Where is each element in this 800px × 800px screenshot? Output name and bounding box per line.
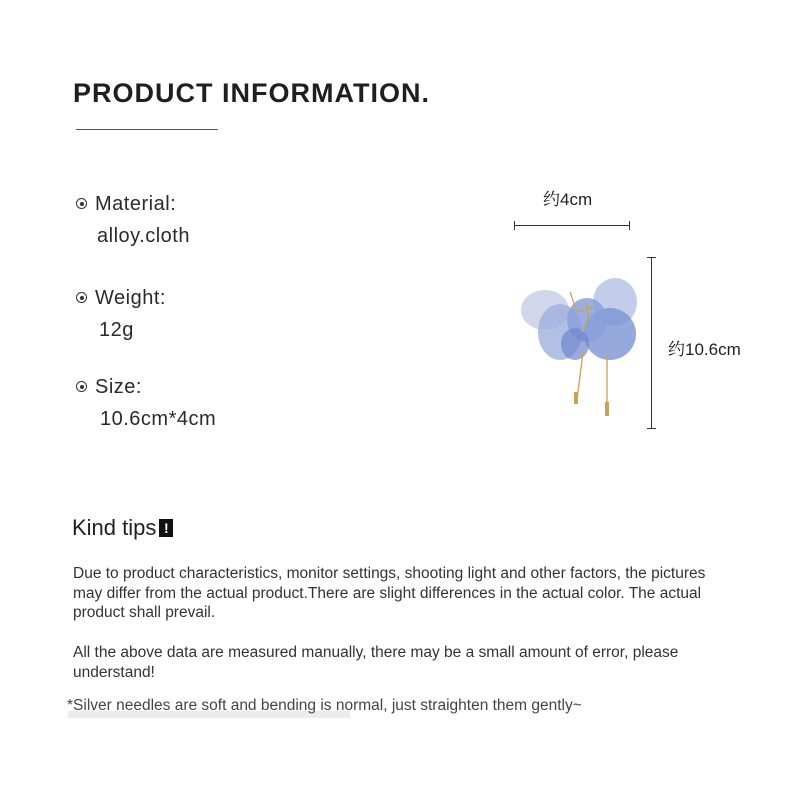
earring-product-image bbox=[515, 272, 645, 422]
width-dimension-line bbox=[514, 225, 630, 226]
spec-weight bbox=[76, 287, 166, 342]
height-dimension-line bbox=[651, 257, 652, 429]
title-underline bbox=[76, 129, 218, 130]
tips-paragraph-2: All the above data are measured manually, there may be a small amount of error, please understand! bbox=[73, 644, 679, 681]
spec-size-value: 10.6cm*4cm bbox=[100, 408, 217, 430]
kind-tips-heading bbox=[72, 515, 173, 541]
kind-tips-title: Kind tips bbox=[72, 515, 157, 540]
page-title: PRODUCT INFORMATION. bbox=[73, 78, 430, 108]
silver-needle-note: *Silver needles are soft and bending is normal, just straighten them gently~ bbox=[67, 697, 582, 714]
width-dimension-label: 约4cm bbox=[543, 190, 593, 209]
bullet-icon bbox=[76, 292, 87, 303]
height-dimension-label: 约10.6cm bbox=[668, 340, 741, 359]
spec-weight-value: 12g bbox=[99, 319, 134, 341]
spec-material bbox=[76, 193, 190, 248]
exclamation-icon: ! bbox=[159, 519, 173, 537]
spec-material-value: alloy.cloth bbox=[97, 225, 190, 247]
tips-paragraph-1: Due to product characteristics, monitor settings, shooting light and other factors, the pictures may differ from the actual product.There are slight differences in the actual color. The actual product shall prevail. bbox=[73, 565, 706, 621]
spec-size-label: Size: bbox=[95, 376, 142, 398]
bullet-icon bbox=[76, 381, 87, 392]
spec-material-label: Material: bbox=[95, 193, 177, 215]
spec-weight-label: Weight: bbox=[95, 287, 166, 309]
bullet-icon bbox=[76, 198, 87, 209]
spec-size bbox=[76, 376, 216, 431]
